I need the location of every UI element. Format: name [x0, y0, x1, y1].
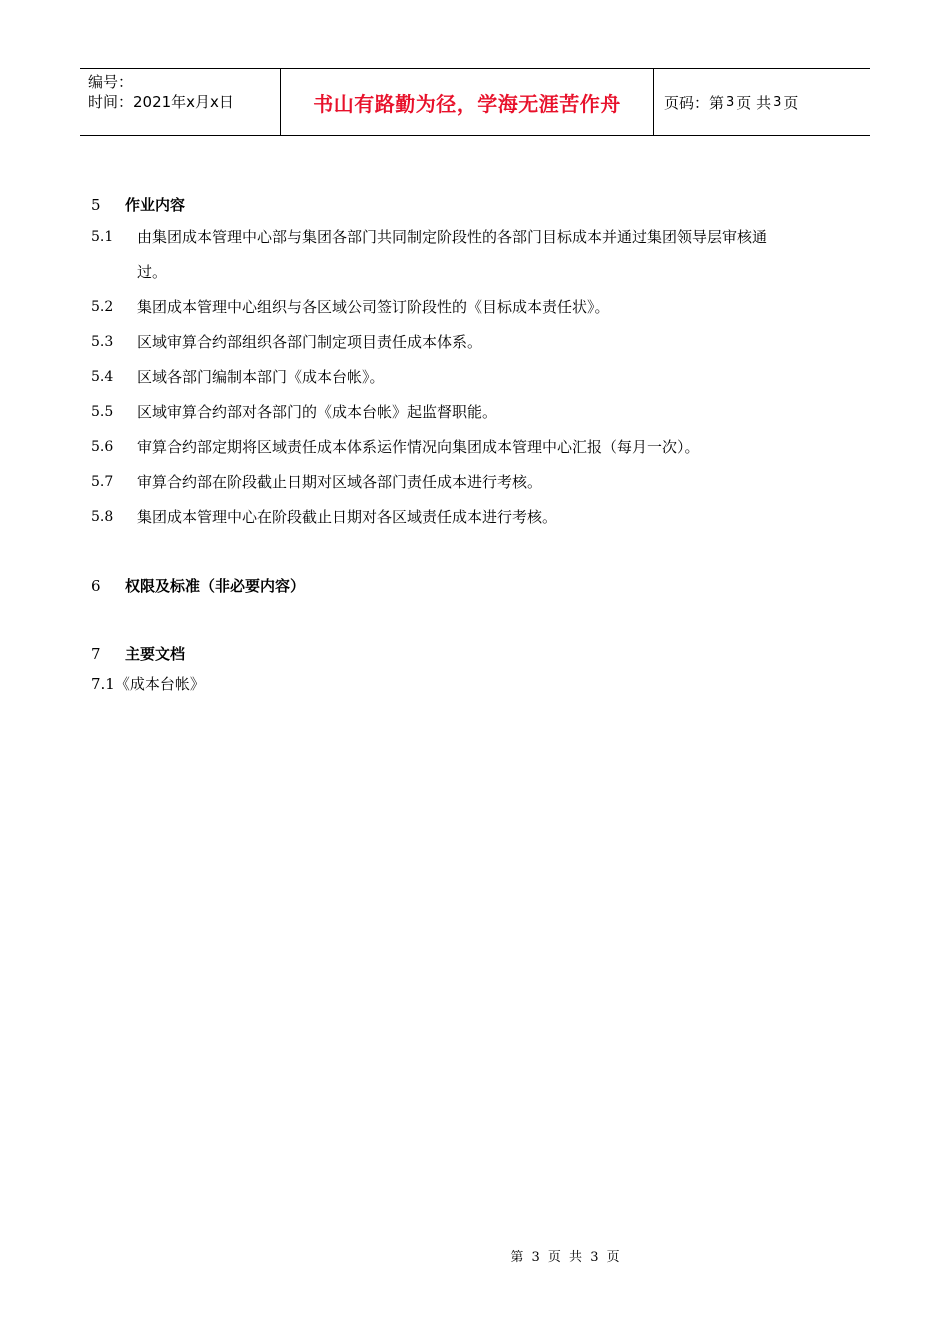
section-title: 权限及标准（非必要内容） [125, 577, 306, 595]
header-slogan: 书山有路勤为径，学海无涯苦作舟 [281, 69, 654, 135]
section-heading-5 [91, 190, 861, 220]
page-mid-label: 页 共 [736, 93, 772, 112]
document-list-item: 7.1《成本台帐》 [91, 675, 205, 693]
list-item-5-1 [91, 220, 861, 290]
item-text: 审算合约部在阶段截止日期对区域各部门责任成本进行考核。 [137, 473, 543, 491]
section-heading-6 [91, 571, 861, 601]
item-number: 5.2 [91, 299, 114, 315]
section-title: 主要文档 [125, 645, 186, 663]
page-label: 页码：第 [664, 93, 725, 112]
item-text: 区域各部门编制本部门《成本台帐》。 [137, 368, 385, 386]
spacer [91, 601, 861, 639]
item-text-continued: 过。 [137, 263, 168, 281]
section-number: 5 [91, 196, 101, 214]
list-item-5-4 [91, 360, 861, 395]
page-footer: 第 3 页 共 3 页 [510, 1250, 620, 1265]
item-number: 5.5 [91, 404, 114, 420]
section-title: 作业内容 [125, 196, 186, 214]
page-end-label: 页 [783, 93, 799, 112]
section-number: 7 [91, 645, 101, 663]
item-number: 5.8 [91, 509, 114, 525]
document-number-label: 编号： [88, 73, 134, 91]
spacer [91, 535, 861, 571]
list-item-5-2 [91, 290, 861, 325]
section-number: 6 [91, 577, 101, 595]
item-number: 5.3 [91, 334, 114, 350]
item-text: 由集团成本管理中心部与集团各部门共同制定阶段性的各部门目标成本并通过集团领导层审核通 [137, 228, 768, 246]
list-item-5-5 [91, 395, 861, 430]
item-text: 集团成本管理中心在阶段截止日期对各区域责任成本进行考核。 [137, 508, 558, 526]
list-item-5-3 [91, 325, 861, 360]
list-item-5-6 [91, 430, 861, 465]
item-text: 集团成本管理中心组织与各区域公司签订阶段性的《目标成本责任状》。 [137, 298, 610, 316]
item-text: 审算合约部定期将区域责任成本体系运作情况向集团成本管理中心汇报（每月一次）。 [137, 438, 700, 456]
page-current: 3 [726, 94, 735, 110]
document-body [91, 190, 861, 699]
item-number: 5.4 [91, 369, 114, 385]
item-number: 5.7 [91, 474, 114, 490]
page-header [80, 68, 870, 136]
header-page-info [654, 69, 870, 135]
item-number: 5.6 [91, 439, 114, 455]
page-total: 3 [773, 94, 782, 110]
list-item-5-7 [91, 465, 861, 500]
item-text: 区域审算合约部对各部门的《成本台帐》起监督职能。 [137, 403, 498, 421]
item-text: 区域审算合约部组织各部门制定项目责任成本体系。 [137, 333, 483, 351]
document-time-label: 时间：2021年x月x日 [88, 93, 234, 111]
list-item-5-8 [91, 500, 861, 535]
section-heading-7 [91, 639, 861, 669]
header-meta [80, 69, 281, 135]
item-number: 5.1 [91, 229, 114, 245]
